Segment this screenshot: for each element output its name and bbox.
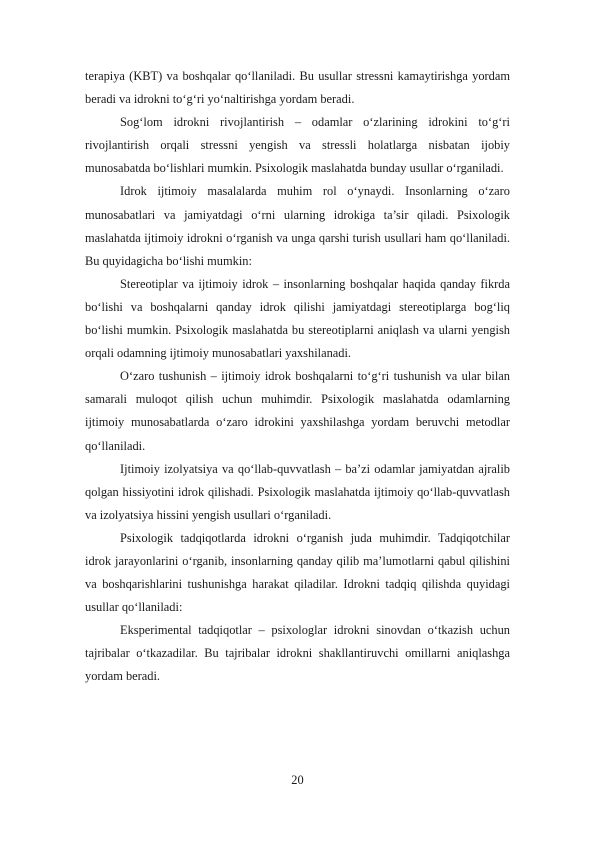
paragraph: Psixologik tadqiqotlarda idrokni o‘rganish juda muhimdir. Tadqiqotchilar idrok jarayonlarini o‘rganib, insonlarning qanday qilib ma’lumotlarni qabul qilishini va boshqarishlarini tushunishga harakat qiladilar. Idrokni tadqiq qilishda quyidagi usullar qo‘llaniladi: (85, 530, 510, 615)
paragraph: Idrok ijtimoiy masalalarda muhim rol o‘ynaydi. Insonlarning o‘zaro munosabatlari va jamiyatdagi o‘rni ularning idrokiga ta’sir qiladi. Psixologik maslahatda ijtimoiy idrokni o‘rganish va unga qarshi turish usullari ham qo‘llaniladi. Bu quyidagicha bo‘lishi mumkin: (85, 184, 510, 268)
document-body (85, 65, 510, 689)
page-number: 20 (291, 773, 304, 787)
paragraph: Ijtimoiy izolyatsiya va qo‘llab-quvvatlash – ba’zi odamlar jamiyatdan ajralib qolgan hissiyotini idrok qilishadi. Psixologik maslahatda ijtimoiy qo‘llab-quvvatlash va izolyatsiya hissini yengish usullari o‘rganiladi. (85, 461, 510, 522)
paragraph: Sog‘lom idrokni rivojlantirish – odamlar o‘zlarining idrokini to‘g‘ri rivojlantirish orqali stressni yengish va stressli holatlarga nisbatan ijobiy munosabatda bo‘lishlari mumkin. Psixologik maslahatda bunday usullar o‘rganiladi. (85, 115, 510, 176)
paragraph: terapiya (KBT) va boshqalar qo‘llaniladi. Bu usullar stressni kamaytirishga yordam beradi va idrokni to‘g‘ri yo‘naltirishga yordam beradi. (85, 69, 510, 107)
paragraph: Eksperimental tadqiqotlar – psixologlar idrokni sinovdan o‘tkazish uchun tajribalar o‘tkazadilar. Bu tajribalar idrokni shakllantiruvchi omillarni aniqlashga yordam beradi. (85, 623, 510, 684)
paragraph: O‘zaro tushunish – ijtimoiy idrok boshqalarni to‘g‘ri tushunish va ular bilan samarali muloqot qilish uchun muhimdir. Psixologik maslahatda odamlarning ijtimoiy munosabatlarda o‘zaro idrokini yaxshilashga yordam beruvchi metodlar qo‘llaniladi. (85, 369, 510, 453)
paragraph: Stereotiplar va ijtimoiy idrok – insonlarning boshqalar haqida qanday fikrda bo‘lishi va boshqalarni qanday idrok qilishi jamiyatdagi stereotiplarga bog‘liq bo‘lishi mumkin. Psixologik maslahatda bu stereotiplarni aniqlash va ularni yengish orqali odamning ijtimoiy munosabatlari yaxshilanadi. (85, 276, 510, 361)
